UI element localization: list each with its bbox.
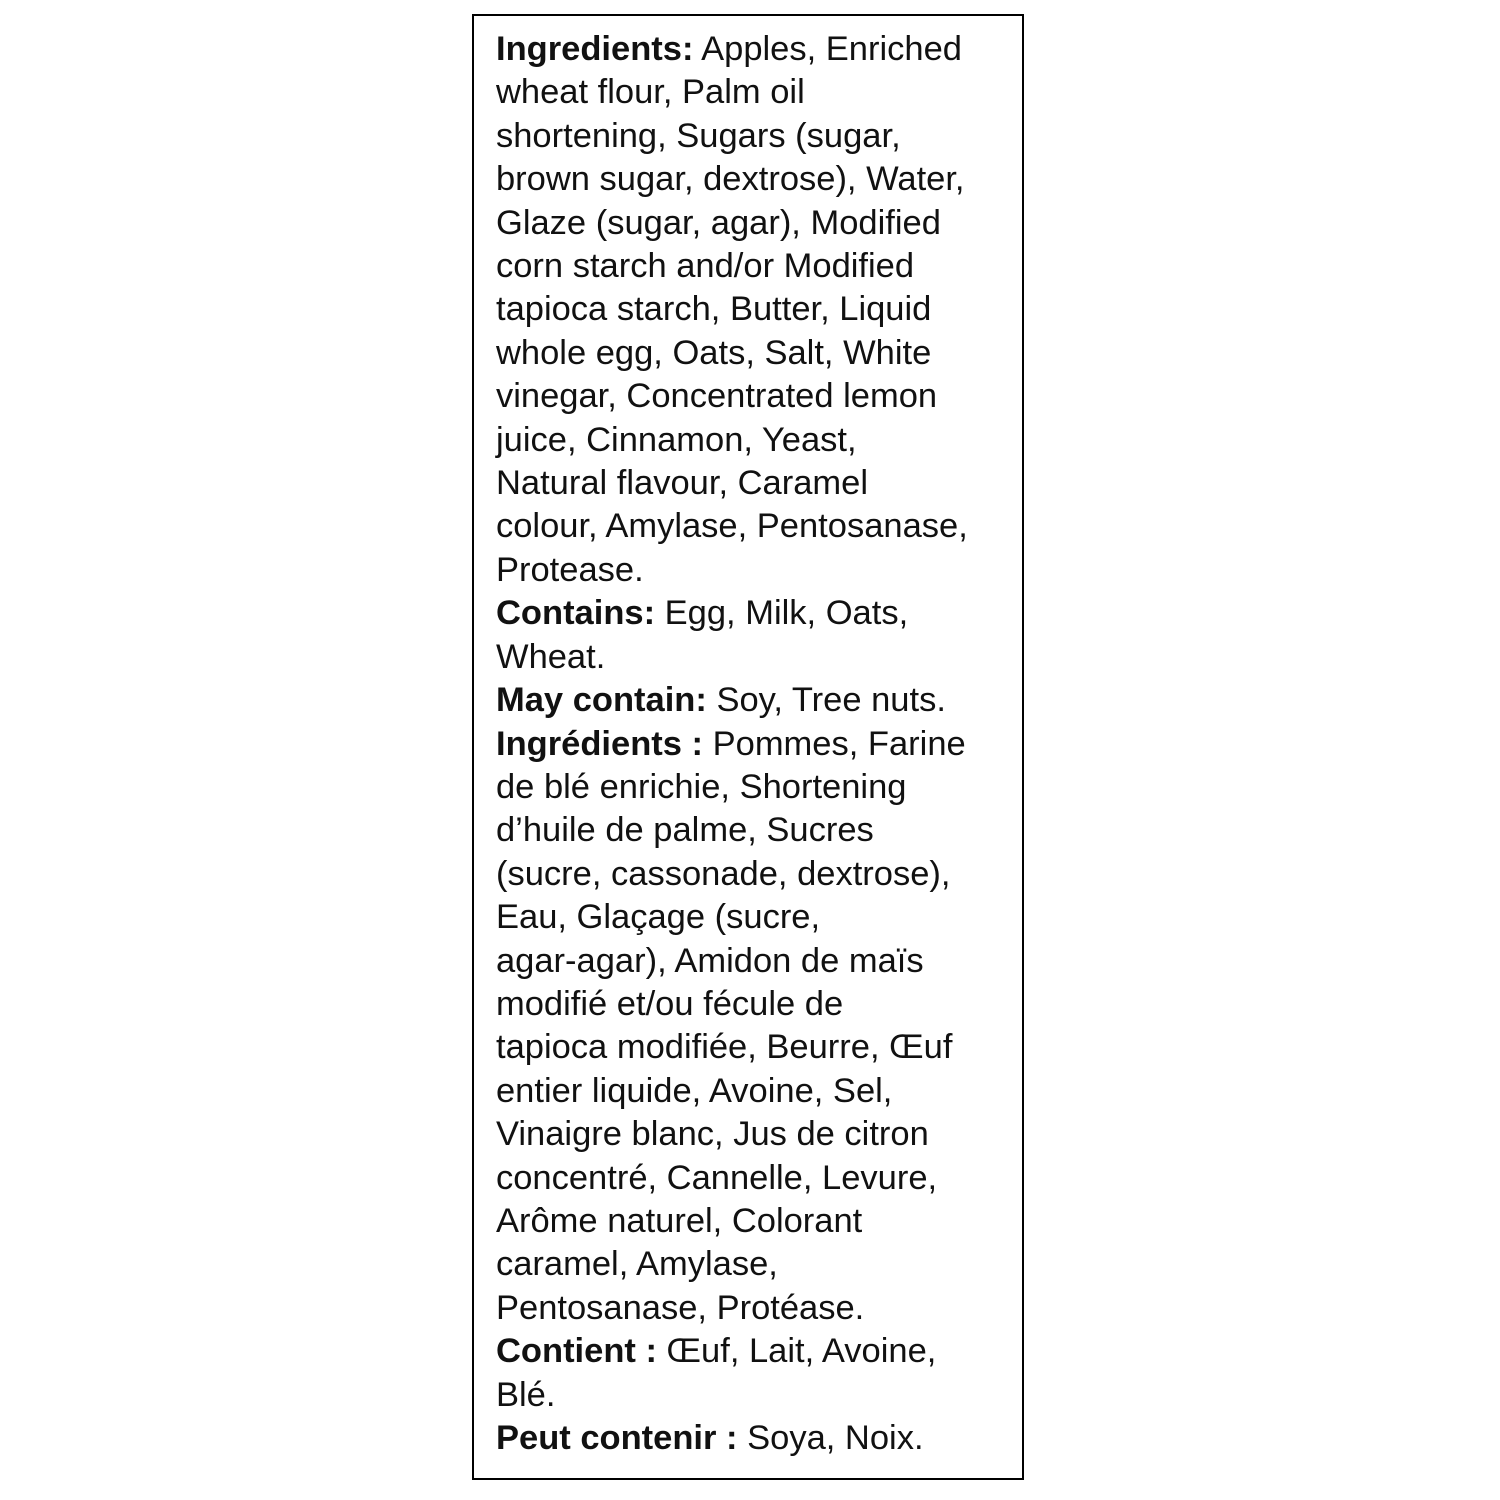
label-line [496, 1200, 1016, 1243]
label-text-segment: whole egg, Oats, Salt, White [496, 333, 932, 372]
label-text-segment: juice, Cinnamon, Yeast, [496, 420, 857, 459]
label-text-segment: wheat flour, Palm oil [496, 73, 805, 112]
label-line [496, 592, 1016, 635]
label-line [496, 1417, 1016, 1460]
label-text-segment: Wheat. [496, 637, 606, 676]
label-text-segment: modifié et/ou fécule de [496, 984, 844, 1023]
label-line [496, 332, 1016, 375]
label-line [496, 896, 1016, 939]
label-line [496, 549, 1016, 592]
label-line [496, 375, 1016, 418]
label-text-segment: de blé enrichie, Shortening [496, 767, 907, 806]
label-text-segment: agar-agar), Amidon de maïs [496, 941, 924, 980]
section-heading: May contain: [496, 681, 707, 720]
label-text-segment: Vinaigre blanc, Jus de citron [496, 1115, 929, 1154]
section-heading: Ingrédients : [496, 724, 704, 763]
label-line [496, 940, 1016, 983]
label-text-segment: colour, Amylase, Pentosanase, [496, 507, 968, 546]
label-text-segment: Pommes, Farine [703, 724, 966, 763]
label-text-segment: Protease. [496, 550, 644, 589]
label-line [496, 679, 1016, 722]
label-text-segment: Natural flavour, Caramel [496, 464, 868, 503]
label-line [496, 766, 1016, 809]
label-text-segment: Arôme naturel, Colorant [496, 1201, 863, 1240]
label-text-segment: tapioca modifiée, Beurre, Œuf [496, 1028, 953, 1067]
ingredients-label [472, 14, 1024, 1480]
label-text-segment: shortening, Sugars (sugar, [496, 116, 901, 155]
label-text-segment: Soya, Noix. [737, 1419, 924, 1457]
label-line [496, 158, 1016, 201]
label-text-segment: Œuf, Lait, Avoine, [656, 1332, 937, 1371]
label-text-segment: Glaze (sugar, agar), Modified [496, 203, 941, 242]
label-text-segment: vinegar, Concentrated lemon [496, 377, 938, 416]
label-text-segment: corn starch and/or Modified [496, 247, 915, 286]
label-line [496, 1157, 1016, 1200]
label-line [496, 419, 1016, 462]
label-line [496, 1374, 1016, 1417]
label-text-segment: Soy, Tree nuts. [706, 681, 946, 720]
label-text-segment: concentré, Cannelle, Levure, [496, 1158, 938, 1197]
label-text-segment: d’huile de palme, Sucres [496, 811, 874, 850]
label-text-segment: entier liquide, Avoine, Sel, [496, 1071, 893, 1110]
label-line [496, 505, 1016, 548]
label-text-segment: (sucre, cassonade, dextrose), [496, 854, 951, 893]
label-text-segment: caramel, Amylase, [496, 1245, 778, 1284]
label-text-segment: Eau, Glaçage (sucre, [496, 898, 821, 937]
label-text-segment: brown sugar, dextrose), Water, [496, 160, 965, 199]
label-line [496, 636, 1016, 679]
label-text-segment: Egg, Milk, Oats, [655, 594, 909, 633]
ingredients-text [496, 28, 1016, 1460]
label-line [496, 245, 1016, 288]
label-line [496, 1243, 1016, 1286]
label-line [496, 723, 1016, 766]
label-line [496, 853, 1016, 896]
label-line [496, 1070, 1016, 1113]
section-heading: Contains: [496, 594, 656, 633]
section-heading: Contient : [496, 1332, 657, 1371]
label-line [496, 288, 1016, 331]
label-text-segment: Blé. [496, 1375, 556, 1414]
label-line [496, 809, 1016, 852]
label-line [496, 28, 1016, 71]
section-heading: Ingredients: [496, 30, 694, 68]
label-text-segment: tapioca starch, Butter, Liquid [496, 290, 932, 329]
label-line [496, 71, 1016, 114]
label-line [496, 115, 1016, 158]
label-line [496, 1330, 1016, 1373]
label-text-segment: Apples, Enriched [693, 30, 962, 68]
label-line [496, 462, 1016, 505]
label-line [496, 983, 1016, 1026]
label-line [496, 202, 1016, 245]
label-line [496, 1026, 1016, 1069]
label-line [496, 1287, 1016, 1330]
label-text-segment: Pentosanase, Protéase. [496, 1288, 865, 1327]
label-line [496, 1113, 1016, 1156]
section-heading: Peut contenir : [496, 1419, 738, 1457]
